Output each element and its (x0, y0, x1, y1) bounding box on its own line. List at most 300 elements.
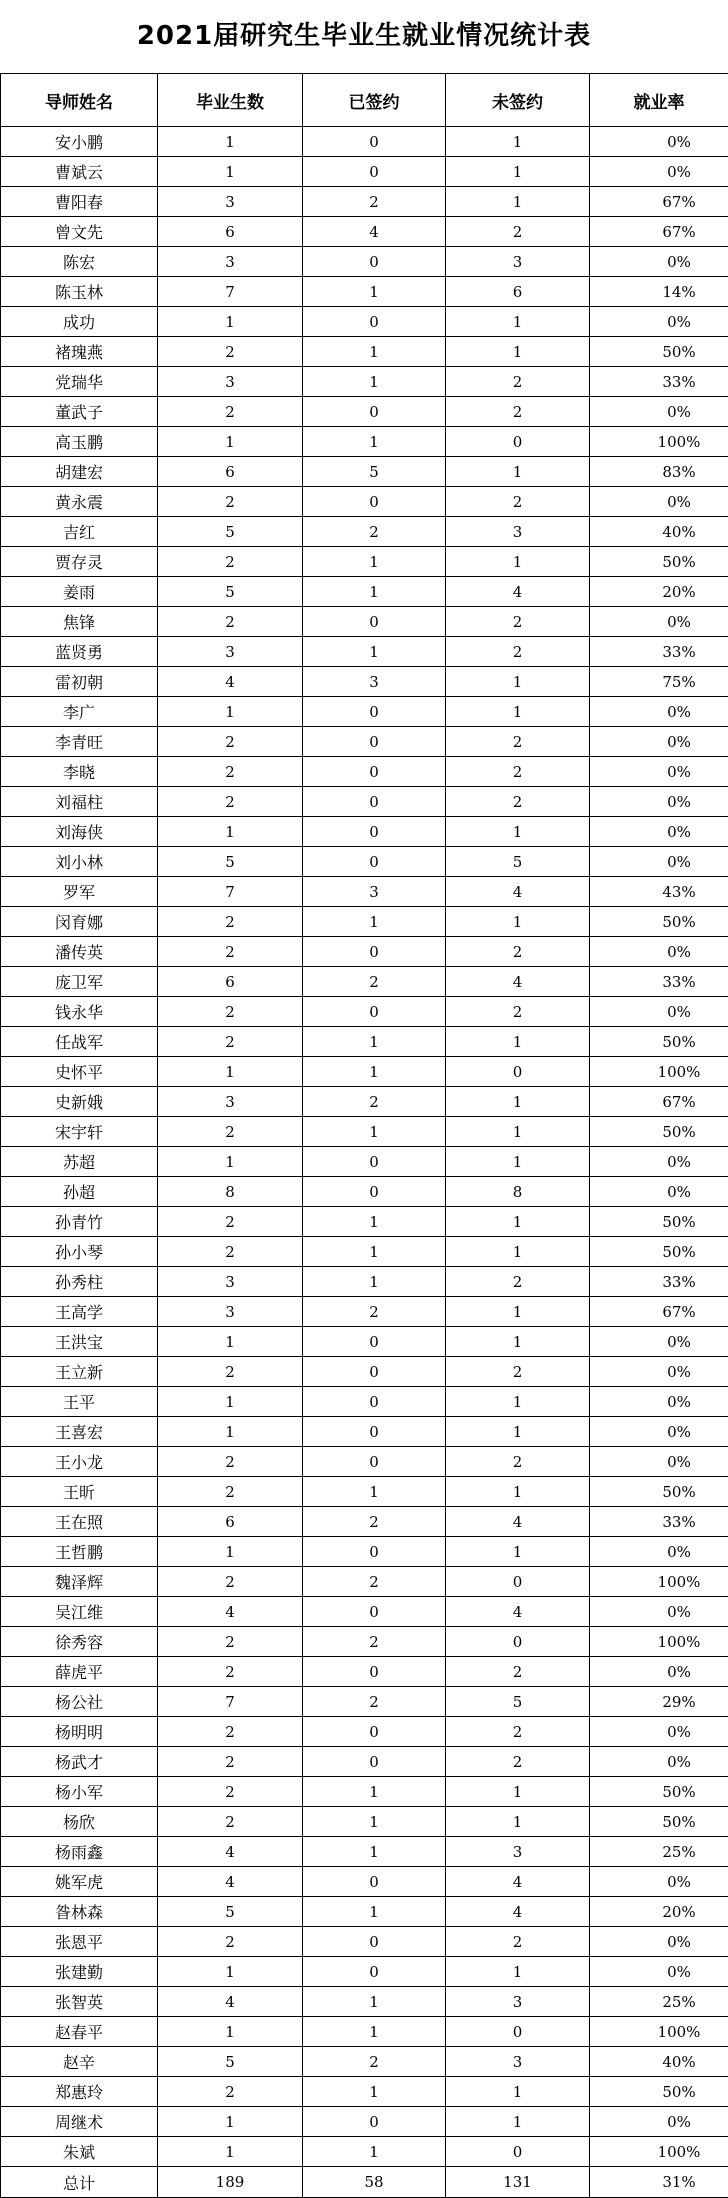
cell-graduates: 2 (158, 1117, 303, 1147)
table-row (1, 1297, 728, 1327)
cell-unsigned: 4 (446, 1867, 590, 1897)
cell-graduates: 2 (158, 1027, 303, 1057)
cell-employment-rate: 40% (590, 517, 728, 547)
cell-employment-rate: 0% (590, 1417, 728, 1447)
cell-employment-rate: 33% (590, 1267, 728, 1297)
cell-signed: 2 (303, 1087, 446, 1117)
cell-advisor-name: 庞卫军 (1, 967, 158, 997)
cell-graduates: 4 (158, 1837, 303, 1867)
cell-advisor-name: 赵辛 (1, 2047, 158, 2077)
cell-employment-rate: 0% (590, 1447, 728, 1477)
cell-signed: 3 (303, 667, 446, 697)
cell-graduates: 2 (158, 1777, 303, 1807)
table-row (1, 2017, 728, 2047)
table-row (1, 1867, 728, 1897)
cell-signed: 1 (303, 1267, 446, 1297)
cell-employment-rate: 0% (590, 727, 728, 757)
header-advisor-name: 导师姓名 (1, 74, 158, 127)
cell-employment-rate: 0% (590, 1357, 728, 1387)
cell-unsigned: 4 (446, 577, 590, 607)
cell-signed: 1 (303, 1987, 446, 2017)
cell-employment-rate: 67% (590, 187, 728, 217)
cell-unsigned: 3 (446, 1987, 590, 2017)
cell-unsigned: 0 (446, 1567, 590, 1597)
cell-graduates: 2 (158, 757, 303, 787)
cell-employment-rate: 0% (590, 1147, 728, 1177)
table-row (1, 517, 728, 547)
cell-employment-rate: 67% (590, 217, 728, 247)
cell-advisor-name: 张恩平 (1, 1927, 158, 1957)
cell-advisor-name: 王喜宏 (1, 1417, 158, 1447)
cell-unsigned: 1 (446, 1537, 590, 1567)
cell-employment-rate: 20% (590, 1897, 728, 1927)
cell-advisor-name: 黄永震 (1, 487, 158, 517)
cell-unsigned: 1 (446, 1807, 590, 1837)
cell-employment-rate: 100% (590, 427, 728, 457)
cell-graduates: 4 (158, 1597, 303, 1627)
cell-signed: 0 (303, 1717, 446, 1747)
cell-signed: 2 (303, 1507, 446, 1537)
cell-unsigned: 1 (446, 1237, 590, 1267)
cell-signed: 1 (303, 1207, 446, 1237)
table-row (1, 1987, 728, 2017)
cell-signed: 2 (303, 1297, 446, 1327)
cell-graduates: 1 (158, 1387, 303, 1417)
table-row (1, 1207, 728, 1237)
cell-signed: 1 (303, 1777, 446, 1807)
cell-advisor-name: 孙秀柱 (1, 1267, 158, 1297)
cell-unsigned: 2 (446, 367, 590, 397)
cell-unsigned: 4 (446, 1507, 590, 1537)
cell-graduates: 2 (158, 907, 303, 937)
cell-employment-rate: 100% (590, 1567, 728, 1597)
table-row (1, 1237, 728, 1267)
cell-signed: 1 (303, 907, 446, 937)
cell-graduates: 1 (158, 817, 303, 847)
cell-graduates: 2 (158, 1747, 303, 1777)
table-row (1, 217, 728, 247)
table-row (1, 1087, 728, 1117)
cell-unsigned: 2 (446, 1747, 590, 1777)
cell-unsigned: 2 (446, 217, 590, 247)
table-row (1, 697, 728, 727)
cell-graduates: 2 (158, 487, 303, 517)
table-row (1, 157, 728, 187)
header-unsigned: 未签约 (446, 74, 590, 127)
cell-signed: 0 (303, 1747, 446, 1777)
cell-unsigned: 3 (446, 247, 590, 277)
cell-unsigned: 3 (446, 517, 590, 547)
cell-graduates: 2 (158, 1807, 303, 1837)
cell-advisor-name: 朱斌 (1, 2137, 158, 2167)
cell-graduates: 5 (158, 517, 303, 547)
cell-unsigned: 2 (446, 487, 590, 517)
cell-advisor-name: 贾存灵 (1, 547, 158, 577)
cell-employment-rate: 0% (590, 817, 728, 847)
page-title: 2021届研究生毕业生就业情况统计表 (0, 0, 728, 73)
cell-signed: 1 (303, 367, 446, 397)
cell-unsigned: 1 (446, 1387, 590, 1417)
cell-graduates: 5 (158, 577, 303, 607)
cell-employment-rate: 50% (590, 1027, 728, 1057)
cell-advisor-name: 周继术 (1, 2107, 158, 2137)
cell-graduates: 1 (158, 1327, 303, 1357)
cell-advisor-name: 王哲鹏 (1, 1537, 158, 1567)
cell-graduates: 1 (158, 697, 303, 727)
cell-signed: 0 (303, 937, 446, 967)
cell-advisor-name: 李晓 (1, 757, 158, 787)
cell-signed: 1 (303, 547, 446, 577)
cell-graduates: 1 (158, 1417, 303, 1447)
cell-advisor-name: 成功 (1, 307, 158, 337)
cell-advisor-name: 姚军虎 (1, 1867, 158, 1897)
cell-graduates: 3 (158, 1087, 303, 1117)
cell-advisor-name: 党瑞华 (1, 367, 158, 397)
cell-unsigned: 1 (446, 1117, 590, 1147)
cell-advisor-name: 胡建宏 (1, 457, 158, 487)
cell-unsigned: 1 (446, 1297, 590, 1327)
cell-advisor-name: 雷初朝 (1, 667, 158, 697)
table-row (1, 607, 728, 637)
cell-employment-rate: 43% (590, 877, 728, 907)
table-row (1, 1027, 728, 1057)
cell-unsigned: 0 (446, 1057, 590, 1087)
cell-signed: 5 (303, 457, 446, 487)
cell-signed: 2 (303, 187, 446, 217)
cell-unsigned: 2 (446, 937, 590, 967)
table-row (1, 1417, 728, 1447)
cell-signed: 0 (303, 247, 446, 277)
cell-graduates: 5 (158, 1897, 303, 1927)
cell-unsigned: 1 (446, 1207, 590, 1237)
cell-employment-rate: 33% (590, 637, 728, 667)
cell-employment-rate: 0% (590, 607, 728, 637)
cell-graduates: 2 (158, 997, 303, 1027)
cell-signed: 0 (303, 397, 446, 427)
table-row (1, 1687, 728, 1717)
cell-employment-rate: 0% (590, 1747, 728, 1777)
cell-graduates: 8 (158, 1177, 303, 1207)
cell-advisor-name: 杨小军 (1, 1777, 158, 1807)
cell-signed: 0 (303, 487, 446, 517)
cell-unsigned: 2 (446, 1717, 590, 1747)
cell-signed: 1 (303, 2077, 446, 2107)
cell-unsigned: 8 (446, 1177, 590, 1207)
cell-signed: 3 (303, 877, 446, 907)
cell-signed: 0 (303, 1387, 446, 1417)
cell-employment-rate: 50% (590, 907, 728, 937)
cell-graduates: 2 (158, 1237, 303, 1267)
table-row (1, 727, 728, 757)
cell-unsigned: 3 (446, 1837, 590, 1867)
table-row (1, 1717, 728, 1747)
cell-unsigned: 1 (446, 547, 590, 577)
cell-signed: 0 (303, 1957, 446, 1987)
cell-unsigned: 2 (446, 997, 590, 1027)
cell-employment-rate: 0% (590, 1177, 728, 1207)
cell-graduates: 2 (158, 1207, 303, 1237)
cell-employment-rate: 50% (590, 1207, 728, 1237)
cell-unsigned: 0 (446, 2137, 590, 2167)
cell-signed: 0 (303, 157, 446, 187)
cell-advisor-name: 罗军 (1, 877, 158, 907)
cell-advisor-name: 蓝贤勇 (1, 637, 158, 667)
cell-unsigned: 2 (446, 727, 590, 757)
cell-advisor-name: 苏超 (1, 1147, 158, 1177)
header-graduates: 毕业生数 (158, 74, 303, 127)
cell-graduates: 2 (158, 607, 303, 637)
cell-unsigned: 1 (446, 667, 590, 697)
table-row (1, 847, 728, 877)
cell-signed: 0 (303, 1417, 446, 1447)
cell-unsigned: 1 (446, 457, 590, 487)
cell-employment-rate: 0% (590, 1717, 728, 1747)
cell-employment-rate: 0% (590, 847, 728, 877)
cell-employment-rate: 0% (590, 157, 728, 187)
cell-advisor-name: 孙超 (1, 1177, 158, 1207)
cell-unsigned: 1 (446, 697, 590, 727)
cell-graduates: 2 (158, 1627, 303, 1657)
table-row (1, 367, 728, 397)
cell-graduates: 7 (158, 277, 303, 307)
cell-unsigned: 1 (446, 1327, 590, 1357)
table-row (1, 577, 728, 607)
cell-graduates: 4 (158, 667, 303, 697)
table-row (1, 1597, 728, 1627)
cell-unsigned: 1 (446, 2107, 590, 2137)
cell-advisor-name: 李青旺 (1, 727, 158, 757)
cell-signed: 0 (303, 1657, 446, 1687)
cell-signed: 1 (303, 1057, 446, 1087)
cell-signed: 0 (303, 757, 446, 787)
cell-employment-rate: 0% (590, 997, 728, 1027)
cell-advisor-name: 杨明明 (1, 1717, 158, 1747)
cell-advisor-name: 张智英 (1, 1987, 158, 2017)
cell-graduates: 1 (158, 2137, 303, 2167)
cell-advisor-name: 刘海侠 (1, 817, 158, 847)
table-row (1, 997, 728, 1027)
table-row (1, 397, 728, 427)
cell-signed: 1 (303, 1027, 446, 1057)
cell-advisor-name: 刘小林 (1, 847, 158, 877)
cell-graduates: 6 (158, 217, 303, 247)
cell-unsigned: 1 (446, 1147, 590, 1177)
header-signed: 已签约 (303, 74, 446, 127)
table-row (1, 277, 728, 307)
cell-employment-rate: 29% (590, 1687, 728, 1717)
cell-signed: 0 (303, 1927, 446, 1957)
cell-unsigned: 4 (446, 1597, 590, 1627)
cell-graduates: 2 (158, 937, 303, 967)
cell-signed: 1 (303, 2137, 446, 2167)
cell-employment-rate: 50% (590, 547, 728, 577)
cell-advisor-name: 董武子 (1, 397, 158, 427)
cell-employment-rate: 100% (590, 2017, 728, 2047)
table-row (1, 1897, 728, 1927)
cell-signed: 0 (303, 127, 446, 157)
cell-signed: 4 (303, 217, 446, 247)
cell-advisor-name: 孙青竹 (1, 1207, 158, 1237)
cell-advisor-name: 王平 (1, 1387, 158, 1417)
table-row (1, 1537, 728, 1567)
cell-advisor-name: 曹阳春 (1, 187, 158, 217)
table-row (1, 757, 728, 787)
total-employment-rate: 31% (590, 2167, 728, 2198)
cell-signed: 0 (303, 1537, 446, 1567)
cell-advisor-name: 魏泽辉 (1, 1567, 158, 1597)
cell-signed: 0 (303, 997, 446, 1027)
cell-signed: 2 (303, 967, 446, 997)
cell-employment-rate: 33% (590, 967, 728, 997)
cell-employment-rate: 40% (590, 2047, 728, 2077)
cell-signed: 1 (303, 1897, 446, 1927)
table-row (1, 1387, 728, 1417)
cell-signed: 2 (303, 517, 446, 547)
cell-employment-rate: 67% (590, 1297, 728, 1327)
cell-signed: 0 (303, 2107, 446, 2137)
cell-employment-rate: 25% (590, 1837, 728, 1867)
cell-employment-rate: 0% (590, 127, 728, 157)
cell-graduates: 1 (158, 307, 303, 337)
cell-advisor-name: 徐秀容 (1, 1627, 158, 1657)
cell-employment-rate: 33% (590, 1507, 728, 1537)
table-row (1, 907, 728, 937)
cell-unsigned: 0 (446, 2017, 590, 2047)
table-row (1, 1267, 728, 1297)
cell-graduates: 2 (158, 2077, 303, 2107)
cell-employment-rate: 0% (590, 487, 728, 517)
table-row (1, 637, 728, 667)
cell-advisor-name: 曹斌云 (1, 157, 158, 187)
cell-unsigned: 0 (446, 427, 590, 457)
cell-advisor-name: 史新娥 (1, 1087, 158, 1117)
table-row (1, 127, 728, 157)
cell-graduates: 2 (158, 1357, 303, 1387)
total-unsigned: 131 (446, 2167, 590, 2198)
cell-signed: 0 (303, 787, 446, 817)
cell-unsigned: 4 (446, 967, 590, 997)
cell-employment-rate: 0% (590, 1927, 728, 1957)
cell-advisor-name: 王小龙 (1, 1447, 158, 1477)
cell-unsigned: 1 (446, 307, 590, 337)
cell-signed: 2 (303, 1627, 446, 1657)
cell-advisor-name: 陈宏 (1, 247, 158, 277)
table-row (1, 787, 728, 817)
cell-unsigned: 1 (446, 1957, 590, 1987)
cell-employment-rate: 50% (590, 1477, 728, 1507)
cell-unsigned: 2 (446, 1447, 590, 1477)
cell-signed: 0 (303, 307, 446, 337)
cell-graduates: 2 (158, 1447, 303, 1477)
table-row (1, 457, 728, 487)
cell-employment-rate: 50% (590, 1117, 728, 1147)
cell-employment-rate: 0% (590, 307, 728, 337)
table-row (1, 967, 728, 997)
cell-employment-rate: 50% (590, 2077, 728, 2107)
cell-signed: 2 (303, 2047, 446, 2077)
table-row (1, 1567, 728, 1597)
cell-signed: 1 (303, 1237, 446, 1267)
cell-signed: 2 (303, 1567, 446, 1597)
cell-employment-rate: 20% (590, 577, 728, 607)
cell-unsigned: 1 (446, 907, 590, 937)
cell-graduates: 3 (158, 1297, 303, 1327)
cell-graduates: 4 (158, 1867, 303, 1897)
cell-advisor-name: 王立新 (1, 1357, 158, 1387)
cell-signed: 0 (303, 1177, 446, 1207)
cell-employment-rate: 0% (590, 2107, 728, 2137)
cell-advisor-name: 任战军 (1, 1027, 158, 1057)
table-row (1, 1837, 728, 1867)
table-row (1, 187, 728, 217)
cell-signed: 0 (303, 607, 446, 637)
cell-advisor-name: 杨欣 (1, 1807, 158, 1837)
cell-advisor-name: 刘福柱 (1, 787, 158, 817)
table-row (1, 1657, 728, 1687)
cell-graduates: 1 (158, 1147, 303, 1177)
cell-advisor-name: 张建勤 (1, 1957, 158, 1987)
cell-advisor-name: 郑惠玲 (1, 2077, 158, 2107)
cell-employment-rate: 0% (590, 1867, 728, 1897)
cell-unsigned: 2 (446, 1267, 590, 1297)
table-row (1, 487, 728, 517)
total-label: 总计 (1, 2167, 158, 2198)
cell-employment-rate: 0% (590, 1597, 728, 1627)
cell-graduates: 7 (158, 1687, 303, 1717)
cell-advisor-name: 陈玉林 (1, 277, 158, 307)
cell-graduates: 1 (158, 127, 303, 157)
cell-graduates: 6 (158, 1507, 303, 1537)
cell-signed: 0 (303, 1447, 446, 1477)
cell-unsigned: 1 (446, 817, 590, 847)
cell-unsigned: 6 (446, 277, 590, 307)
cell-employment-rate: 50% (590, 1777, 728, 1807)
cell-signed: 0 (303, 1147, 446, 1177)
cell-graduates: 6 (158, 457, 303, 487)
cell-unsigned: 1 (446, 337, 590, 367)
total-row (1, 2167, 728, 2198)
cell-graduates: 2 (158, 397, 303, 427)
table-row (1, 1627, 728, 1657)
table-row (1, 1477, 728, 1507)
cell-signed: 1 (303, 637, 446, 667)
cell-graduates: 3 (158, 367, 303, 397)
table-row (1, 817, 728, 847)
cell-employment-rate: 33% (590, 367, 728, 397)
cell-signed: 1 (303, 577, 446, 607)
cell-graduates: 1 (158, 2017, 303, 2047)
cell-unsigned: 2 (446, 1927, 590, 1957)
cell-advisor-name: 史怀平 (1, 1057, 158, 1087)
cell-signed: 1 (303, 1477, 446, 1507)
cell-employment-rate: 67% (590, 1087, 728, 1117)
cell-employment-rate: 75% (590, 667, 728, 697)
table-row (1, 247, 728, 277)
table-row (1, 2047, 728, 2077)
cell-unsigned: 3 (446, 2047, 590, 2077)
cell-signed: 0 (303, 817, 446, 847)
cell-unsigned: 0 (446, 1627, 590, 1657)
cell-unsigned: 2 (446, 607, 590, 637)
cell-signed: 1 (303, 427, 446, 457)
cell-employment-rate: 0% (590, 1387, 728, 1417)
cell-graduates: 2 (158, 1657, 303, 1687)
cell-advisor-name: 王洪宝 (1, 1327, 158, 1357)
cell-employment-rate: 0% (590, 247, 728, 277)
cell-employment-rate: 25% (590, 1987, 728, 2017)
cell-signed: 1 (303, 1117, 446, 1147)
cell-unsigned: 5 (446, 1687, 590, 1717)
